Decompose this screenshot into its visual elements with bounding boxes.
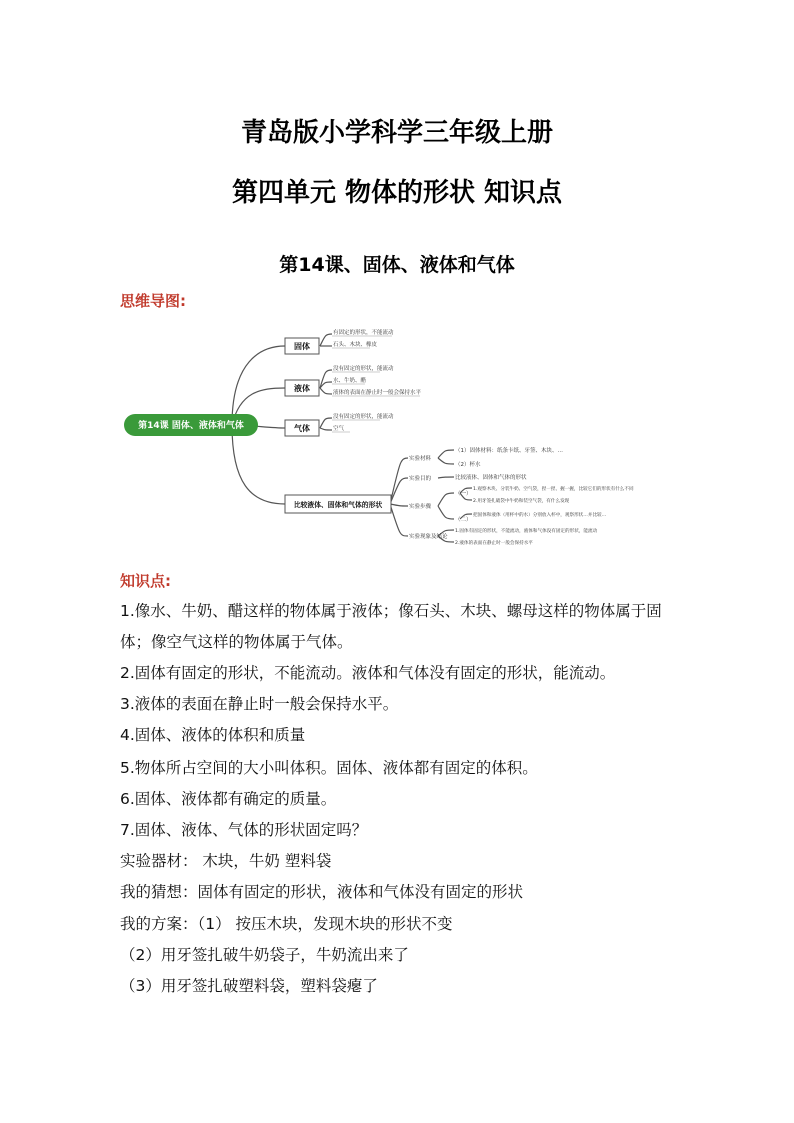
- leaf-text: 水、牛奶、醋: [333, 378, 367, 384]
- book-title: 青岛版小学科学三年级上册: [240, 118, 553, 148]
- group-item: 2.液体的表面在静止时一般会保持水平: [455, 541, 533, 546]
- group-label: 实验目的: [409, 476, 432, 482]
- branch-solid-label: 固体: [294, 342, 310, 351]
- group-item: （二）: [455, 517, 472, 523]
- branch-solid: [285, 338, 319, 354]
- knowledge-line: 4.固体、液体的体积和质量: [120, 726, 306, 744]
- lesson-title: 第14课、固体、液体和气体: [279, 254, 515, 276]
- mind-map: [120, 322, 710, 552]
- leaf-text: 液体的表面在静止时一般会保持水平: [333, 390, 422, 396]
- mind-map-root: [124, 414, 258, 436]
- leaf-text: 空气: [333, 426, 345, 432]
- branch-compare: [285, 495, 391, 513]
- knowledge-line: 体；像空气这样的物体属于气体。: [120, 633, 353, 651]
- knowledge-line: 我的方案：（1） 按压木块，发现木块的形状不变: [120, 915, 453, 933]
- unit-title: 第四单元 物体的形状 知识点: [231, 178, 563, 208]
- group-item: （2）杯水: [455, 462, 481, 468]
- group-item: 2.用牙签扎破袋中牛奶和装空气袋，有什么发现: [473, 499, 570, 504]
- knowledge-line: （3）用牙签扎破塑料袋，塑料袋瘪了: [120, 977, 378, 995]
- group-item: 1.固体有固定的形状，不能流动，液体和气体没有固定的形状，能流动: [455, 529, 598, 534]
- knowledge-line: 7.固体、液体、气体的形状固定吗？: [120, 821, 368, 839]
- knowledge-section-label: 知识点:: [120, 572, 171, 590]
- group-item: 1.观察木块、分装牛奶、空气袋，捏一捏、握一握，比较它们的形状有什么不同: [473, 487, 634, 492]
- knowledge-line: （2）用牙签扎破牛奶袋子，牛奶流出来了: [120, 946, 409, 964]
- root-label: 第14课 固体、液体和气体: [138, 421, 244, 431]
- knowledge-line: 6.固体、液体都有确定的质量。: [120, 790, 337, 808]
- knowledge-line: 我的猜想：固体有固定的形状，液体和气体没有固定的形状: [120, 883, 524, 901]
- knowledge-line: 5.物体所占空间的大小叫体积。固体、液体都有固定的体积。: [120, 759, 538, 777]
- group-item: （一）: [455, 491, 472, 497]
- group-item: （1）固体材料：纸条卡纸、牙签、木块、…: [455, 448, 564, 454]
- group-label: 实验现象及结论: [409, 534, 448, 540]
- leaf-text: 有固定的形状，不能流动: [333, 330, 394, 336]
- group-item: 比较液体、固体和气体的形状: [455, 475, 527, 481]
- knowledge-line: 3.液体的表面在静止时一般会保持水平。: [120, 695, 399, 713]
- branch-gas: [285, 420, 319, 436]
- group-item: 把固体和液体（用杯中的水）分别放入杯中，观察形状…并比较…: [473, 513, 607, 518]
- branch-compare-label: 比较液体、固体和气体的形状: [293, 501, 383, 509]
- branch-liquid-label: 液体: [294, 384, 310, 393]
- leaf-text: 没有固定的形状，能流动: [333, 414, 394, 420]
- branch-gas-label: 气体: [294, 424, 310, 433]
- mindmap-section-label: 思维导图:: [120, 292, 186, 310]
- branch-liquid: [285, 380, 319, 396]
- knowledge-line: 实验器材： 木块，牛奶 塑料袋: [120, 852, 332, 870]
- knowledge-line: 1.像水、牛奶、醋这样的物体属于液体；像石头、木块、螺母这样的物体属于固: [120, 602, 662, 620]
- knowledge-line: 2.固体有固定的形状，不能流动。液体和气体没有固定的形状，能流动。: [120, 664, 616, 682]
- group-label: 实验材料: [409, 456, 432, 462]
- leaf-text: 石头、木块、橡皮: [333, 342, 378, 348]
- leaf-text: 没有固定的形状，能流动: [333, 366, 394, 372]
- group-label: 实验步骤: [409, 504, 432, 510]
